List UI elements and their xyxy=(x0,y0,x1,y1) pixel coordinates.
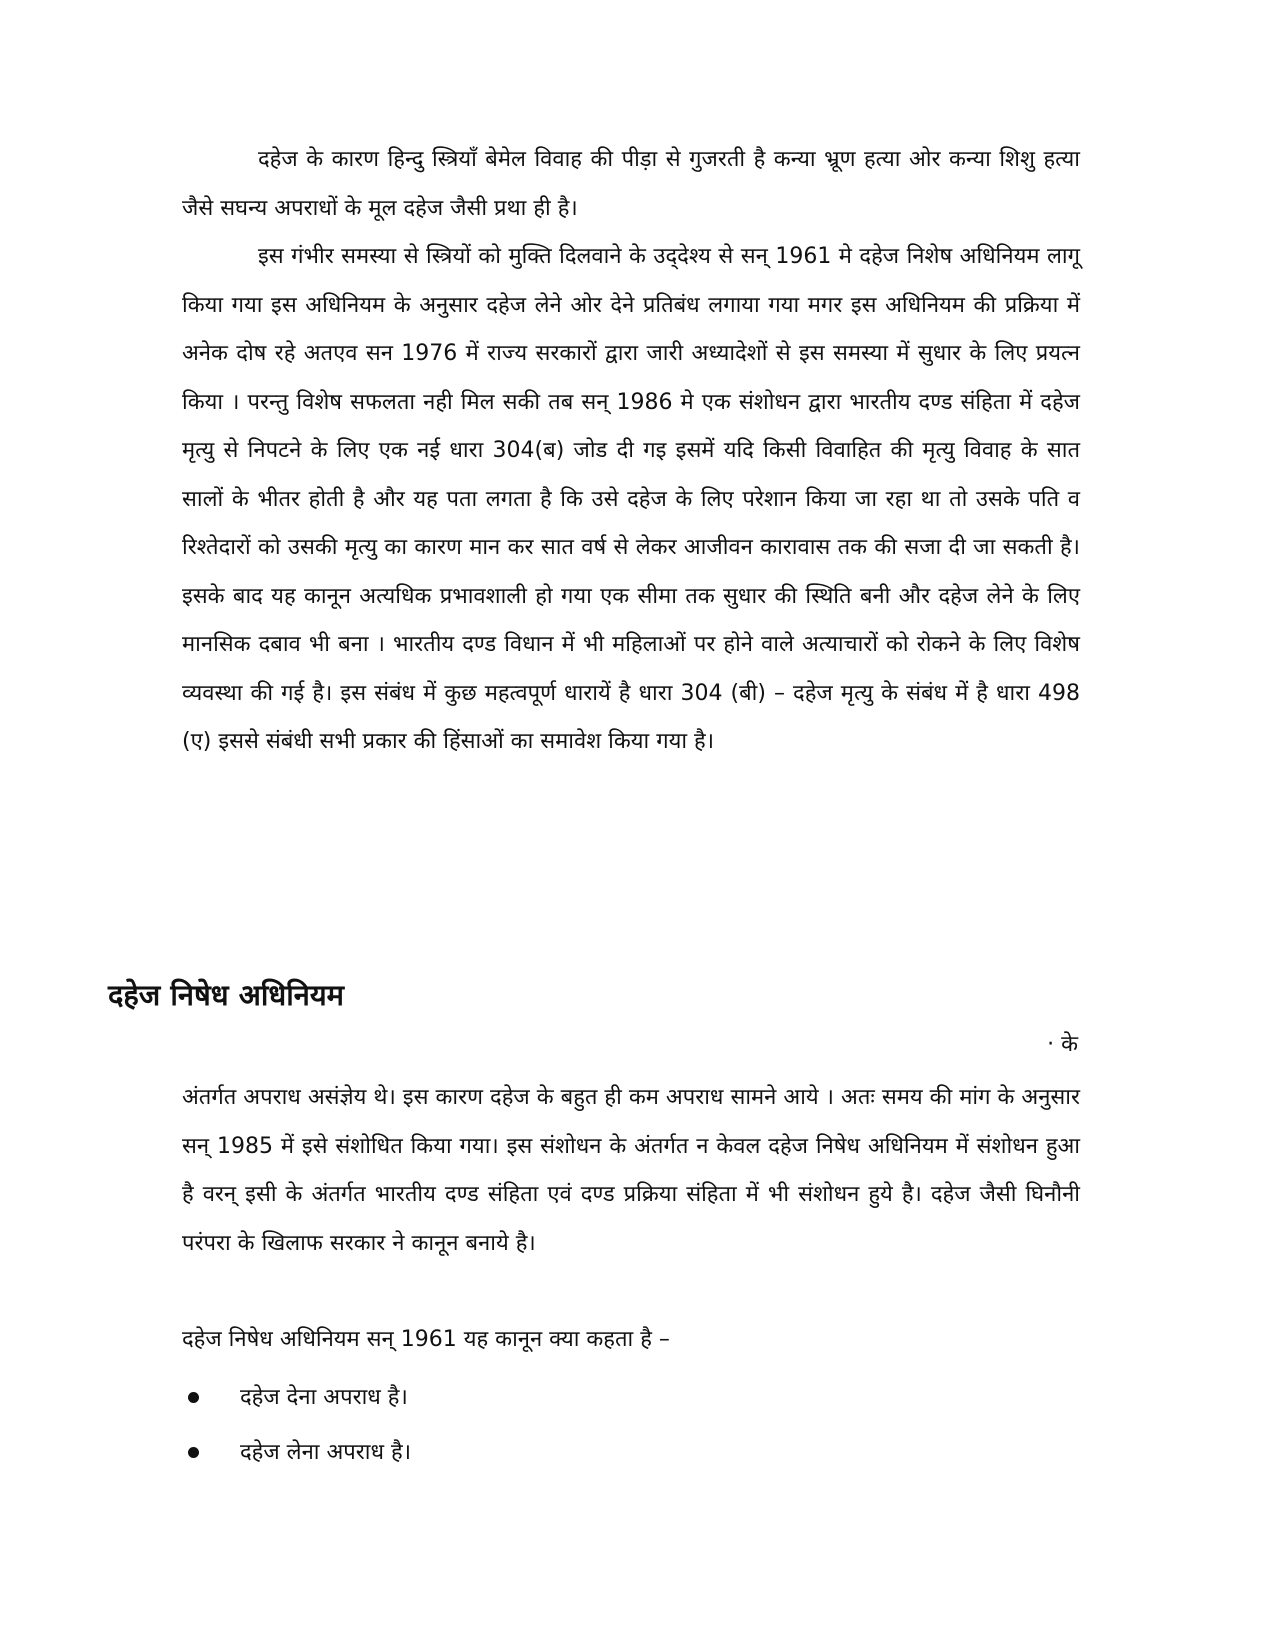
lead-in-line: दहेज निषेध अधिनियम सन् 1961 यह कानून क्या कहता है – xyxy=(182,1327,670,1352)
law-history-paragraph: इस गंभीर समस्या से स्त्रियों को मुक्ति दिलवाने के उद्‌देश्य से सन् 1961 मे दहेज निशेष अधिनियम लागू किया गया इस अधिनियम के अनुसार दहेज लेने ओर देने प्रतिबंध लगाया गया मगर इस अधिनियम की प्रक्रिया में अनेक दोष रहे अतएव सन 1976 में राज्य सरकारों द्वारा जारी अध्यादेशों से इस समस्या में सुधार के लिए प्रयत्न किया । परन्तु विशेष सफलता नही मिल सकी तब सन् 1986 मे एक संशोधन द्वारा भारतीय दण्ड संहिता में दहेज मृत्यु से निपटने के लिए एक नई धारा 304(ब) जोड दी गइ इसमें यदि किसी विवाहित की मृत्यु विवाह के सात सालों के भीतर होती है और यह पता लगता है कि उसे दहेज के लिए परेशान किया जा रहा था तो उसके पति व रिश्तेदारों को उसकी मृत्यु का कारण मान कर सात वर्ष से लेकर आजीवन कारावास तक की सजा दी जा सकती है। इसके बाद यह कानून अत्यधिक प्रभावशाली हो गया एक सीमा तक सुधार की स्थिति बनी और दहेज लेने के लिए मानसिक दबाव भी बना । भारतीय दण्ड विधान में भी महिलाओं पर होने वाले अत्याचारों को रोकने के लिए विशेष व्यवस्था की गई है। इस संबंध में कुछ महत्वपूर्ण धारायें है धारा 304 (बी) – दहेज मृत्यु के संबंध में है धारा 498 (ए) इससे संबंधी सभी प्रकार की हिंसाओं का समावेश किया गया है। xyxy=(182,244,1080,754)
bullet-list xyxy=(182,1370,1080,1480)
list-item xyxy=(182,1425,1080,1480)
list-item xyxy=(182,1370,1080,1425)
intro-paragraph: दहेज के कारण हिन्दु स्त्रियाँ बेमेल विवाह की पीड़ा से गुजरती है कन्या भ्रूण हत्या ओर कन्या शिशु हत्या जैसे सघन्य अपराधों के मूल दहेज जैसी प्रथा ही है। xyxy=(182,147,1080,221)
section-paragraph: अंतर्गत अपराध असंज्ञेय थे। इस कारण दहेज के बहुत ही कम अपराध सामने आये । अतः समय की मांग के अनुसार सन् 1985 में इसे संशोधित किया गया। इस संशोधन के अंतर्गत न केवल दहेज निषेध अधिनियम में संशोधन हुआ है वरन् इसी के अंतर्गत भारतीय दण्ड संहिता एवं दण्ड प्रक्रिया संहिता में भी संशोधन हुये है। दहेज जैसी घिनौनी परंपरा के खिलाफ सरकार ने कानून बनाये है। xyxy=(182,1085,1080,1256)
section-heading: दहेज निषेध अधिनियम xyxy=(108,978,344,1012)
bullet-icon xyxy=(188,1392,199,1403)
list-item-text: दहेज लेना अपराध है। xyxy=(240,1440,412,1465)
stray-text-fragment: · के xyxy=(1047,1032,1078,1057)
list-item-text: दहेज देना अपराध है। xyxy=(240,1385,408,1410)
bullet-icon xyxy=(188,1447,199,1458)
